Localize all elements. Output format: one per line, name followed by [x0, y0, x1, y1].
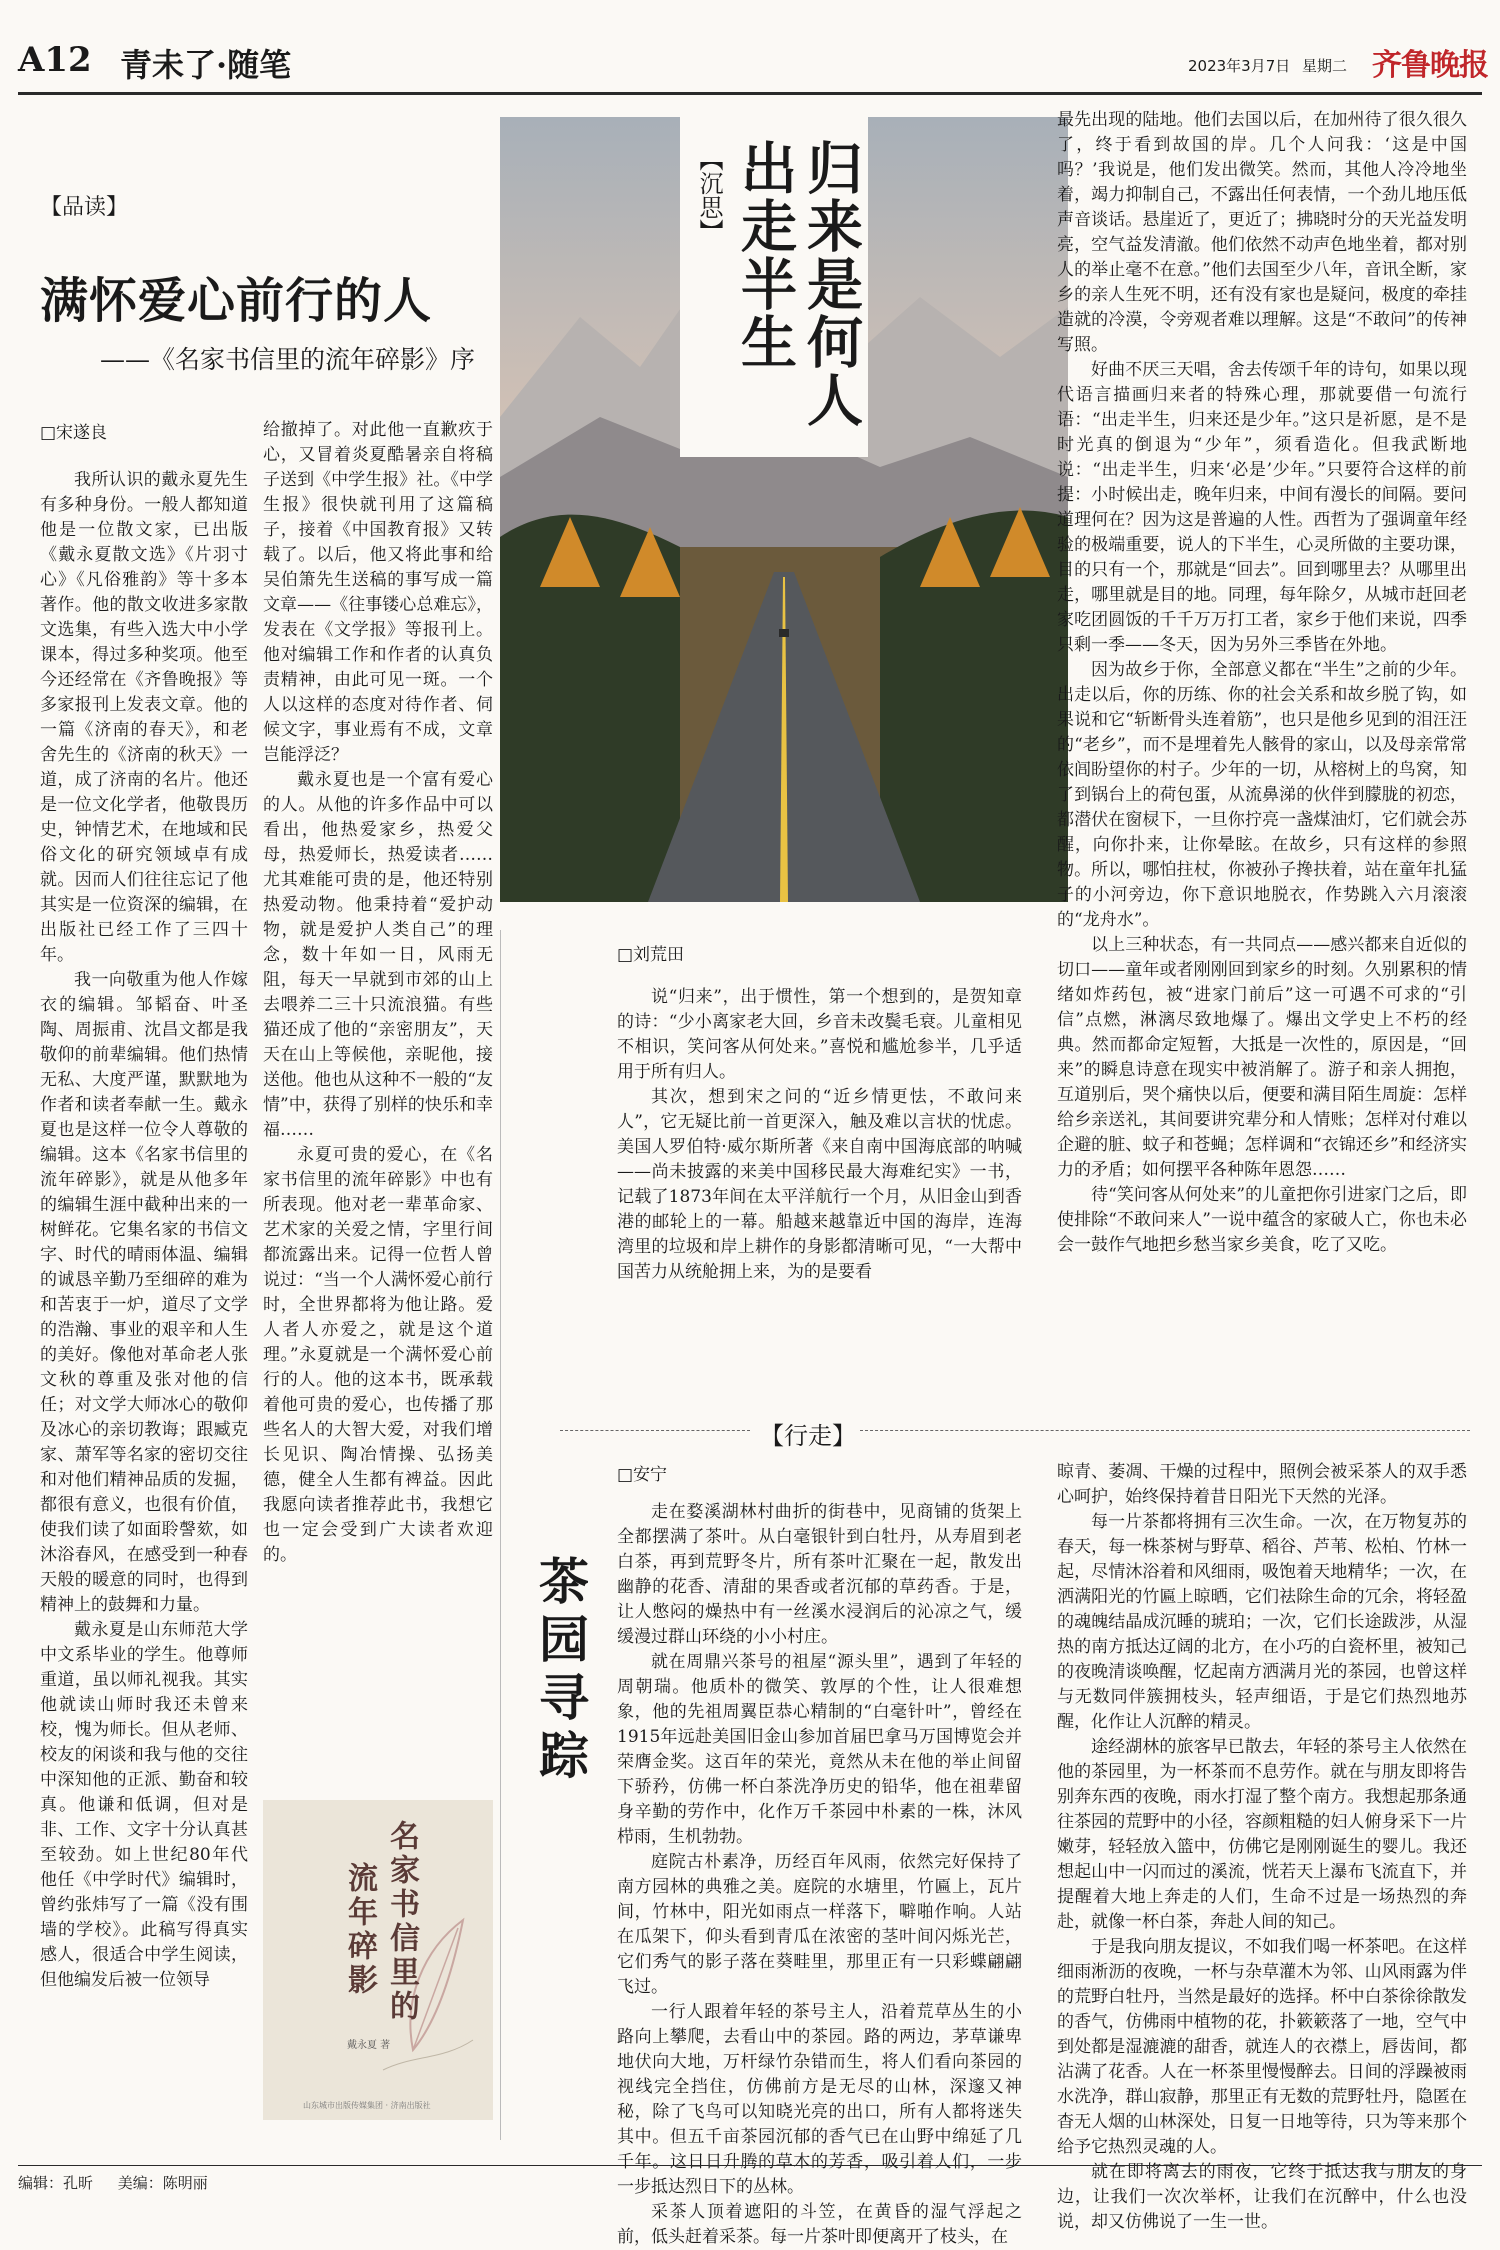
- column-divider: [500, 930, 501, 2140]
- article2-tag: 【沉思】: [695, 147, 723, 243]
- paragraph: 我一向敬重为他人作嫁衣的编辑。邹韬奋、叶圣陶、周振甫、沈昌文都是我敬仰的前辈编辑。他们热情无私、大度严谨，默默地为作者和读者奉献一生。戴永夏也是这样一位令人尊敬的编辑。这本《名家书信里的流年碎影》，就是从他多年的编辑生涯中截种出来的一树鲜花。它集名家的书信文字、时代的晴雨体温、编辑的诚恳辛勤乃至细碎的难为和苦衷于一炉，道尽了文学的浩瀚、事业的艰辛和人生的美好。像他对革命老人张文秋的尊重及张对他的信任；对文学大师冰心的敬仰及冰心的亲切教诲；跟臧克家、萧军等名家的密切交往和对他们精神品质的发掘，都很有意义，也很有价值，使我们读了如面聆謦欬，如沐浴春风，在感受到一种春天般的暖意的同时，也得到精神上的鼓舞和力量。: [40, 970, 248, 1615]
- paragraph: 最先出现的陆地。他们去国以后，在加州待了很久很久了，终于看到故国的岸。几个人问我：‘这是中国吗？’我说是，他们发出微笑。然而，其他人冷冷地坐着，竭力抑制自己，不露出任何表情，一个劲儿地压低声音谈话。悬崖近了，更近了；拂晓时分的天光益发明亮，空气益发清澈。他们依然不动声色地坐着，都对别人的举止毫不在意。”他们去国至少八年，音讯全断，家乡的亲人生死不明，还有没有家也是疑问，极度的牵挂造就的冷漠，令旁观者难以理解。这是“不敢问”的传神写照。: [1057, 110, 1467, 355]
- book-title-line-1: 名家书信里的: [384, 1820, 419, 2024]
- newspaper-logo: 齐鲁晚报: [1372, 48, 1488, 83]
- footer-credits: [18, 2172, 208, 2193]
- article1-tag: 【品读】: [40, 195, 129, 220]
- editor-credit: 编辑：孔昕: [18, 2174, 94, 2192]
- article2-author: □刘荒田: [617, 945, 685, 965]
- article2-title-line-1: 归来是何人: [798, 139, 864, 429]
- section-title: 青未了·随笔: [120, 46, 292, 84]
- paragraph: 途经湖林的旅客早已散去，年轻的茶号主人依然在他的茶园里，为一杯茶而不息劳作。就在与朋友即将告别奔东西的夜晚，雨水打湿了整个南方。我想起那条通往茶园的荒野中的小径，容颜粗糙的妇人俯身采下一片嫩芽，轻轻放入篮中，仿佛它是刚刚诞生的婴儿。我还想起山中一闪而过的溪流，恍若天上瀑布飞流直下，并提醒着大地上奔走的人们，生命不过是一场热烈的奔赴，就像一杯白茶，奔赴人间的知己。: [1057, 1737, 1467, 1932]
- article3-tag: 【行走】: [760, 1422, 856, 1450]
- paragraph: 庭院古朴素净，历经百年风雨，依然完好保持了南方园林的典雅之美。庭院的水塘里，竹匾上，瓦片间，竹林中，阳光如雨点一样落下，噼啪作响。人站在瓜架下，仰头看到青瓜在浓密的茎叶间闪烁光芒，它们秀气的影子落在葵畦里，那里正有一只彩蝶翩翩飞过。: [617, 1852, 1022, 1997]
- header-rule: [18, 92, 1482, 95]
- page-number: A12: [18, 40, 92, 80]
- paragraph: 每一片茶都将拥有三次生命。一次，在万物复苏的春天，每一株茶树与野草、稻谷、芦苇、松柏、竹林一起，尽情沐浴着和风细雨，吸饱着天地精华；一次，在洒满阳光的竹匾上晾晒，它们祛除生命的冗余，将轻盈的魂魄结晶成沉睡的琥珀；一次，它们长途跋涉，从湿热的南方抵达辽阔的北方，在小巧的白瓷杯里，被知己的夜晚清谈唤醒，忆起南方洒满月光的茶园，也曾这样与无数同伴簇拥枝头，轻声细语，于是它们热烈地苏醒，化作让人沉醉的精灵。: [1057, 1512, 1467, 1732]
- paragraph: 给撤掉了。对此他一直歉疚于心，又冒着炎夏酷暑亲自将稿子送到《中学生报》社。《中学生报》很快就刊用了这篇稿子，接着《中国教育报》又转载了。以后，他又将此事和给吴伯箫先生送稿的事写成一篇文章——《往事镂心总难忘》，发表在《文学报》等报刊上。他对编辑工作和作者的认真负责精神，由此可见一斑。一个人以这样的态度对待作者、伺候文字，事业焉有不成，文章岂能浮泛？: [263, 420, 493, 765]
- article2-title-line-2: 出走半生: [732, 139, 798, 371]
- paragraph: 其次，想到宋之问的“近乡情更怯，不敢问来人”，它无疑比前一首更深入，触及难以言状的忧虑。美国人罗伯特·威尔斯所著《来自南中国海底部的呐喊——尚未披露的来美中国移民最大海难纪实》一书，记载了1873年间在太平洋航行一个月，从旧金山到香港的邮轮上的一幕。船越来越靠近中国的海岸，连海湾里的垃圾和岸上耕作的身影都清晰可见，“一大帮中国苦力从统舱拥上来，为的是要看: [617, 1087, 1022, 1282]
- article1-author: □宋遂良: [40, 423, 108, 443]
- section-divider-left: [560, 1430, 750, 1431]
- paragraph: 采茶人顶着遮阳的斗笠，在黄昏的湿气浮起之前，低头赶着采茶。每一片茶叶即便离开了枝头，在: [617, 2202, 1022, 2247]
- paragraph: 于是我向朋友提议，不如我们喝一杯茶吧。在这样细雨淅沥的夜晚，一杯与杂草灌木为邻、山风雨露为伴的荒野白牡丹，当然是最好的选择。杯中白茶徐徐散发的香气，仿佛雨中植物的花，扑簌簌落了一地，空气中到处都是湿漉漉的甜香，就连人的衣襟上，唇齿间，都沾满了花香。人在一杯茶里慢慢醉去。日间的浮躁被雨水洗净，群山寂静，那里正有无数的荒野牡丹，隐匿在杳无人烟的山林深处，日复一日地等待，只为等来那个给予它热烈灵魂的人。: [1057, 1937, 1467, 2157]
- article3-title: 茶园寻踪: [531, 1555, 590, 1787]
- book-title-line-2: 流年碎影: [342, 1862, 377, 1998]
- paragraph: 一行人跟着年轻的茶号主人，沿着荒草丛生的小路向上攀爬，去看山中的茶园。路的两边，茅草谦卑地伏向大地，万杆绿竹杂错而生，将人们看向茶园的视线完全挡住，仿佛前方是无尽的山林，深邃又神秘，除了飞鸟可以知晓光亮的出口，所有人都将迷失其中。但五千亩茶园沉郁的香气已在山野中绵延了几千年。这日日升腾的草木的芳香，吸引着人们，一步一步抵达烈日下的丛林。: [617, 2002, 1022, 2197]
- designer-credit: 美编：陈明丽: [117, 2174, 208, 2192]
- paragraph: 我所认识的戴永夏先生有多种身份。一般人都知道他是一位散文家，已出版《戴永夏散文选》《片羽寸心》《凡俗雅韵》等十多本著作。他的散文收进多家散文选集，有些入选大中小学课本，得过多种奖项。他至今还经常在《齐鲁晚报》等多家报刊上发表文章。他的一篇《济南的春天》，和老舍先生的《济南的秋天》一道，成了济南的名片。他还是一位文化学者，他敬畏历史，钟情艺术，在地域和民俗文化的研究领域卓有成就。因而人们往往忘记了他其实是一位资深的编辑，在出版社已经工作了三四十年。: [40, 470, 248, 965]
- paragraph: 好曲不厌三天唱，舍去传颂千年的诗句，如果以现代语言描画归来者的特殊心理，那就要借一句流行语：“出走半生，归来还是少年。”这只是祈愿，是不是时光真的倒退为“少年”，须看造化。但我武断地说：“出走半生，归来‘必是’少年。”只要符合这样的前提：小时候出走，晚年归来，中间有漫长的间隔。要问道理何在？因为这是普遍的人性。西哲为了强调童年经验的极端重要，说人的下半生，心灵所做的主要功课，目的只有一个，那就是“回去”。回到哪里去？从哪里出走，哪里就是目的地。同理，每年除夕，从城市赶回老家吃团圆饭的千千万万打工者，家乡于他们来说，四季只剩一季——冬天，因为另外三季皆在外地。: [1057, 360, 1467, 655]
- book-cover-image: [263, 1800, 493, 2120]
- article3-column-2: [1057, 1460, 1467, 2232]
- article3-author: □安宁: [617, 1465, 668, 1485]
- article1-column-2: [263, 418, 493, 1786]
- paragraph: 永夏可贵的爱心，在《名家书信里的流年碎影》中也有所表现。他对老一辈革命家、艺术家的关爱之情，字里行间都流露出来。记得一位哲人曾说过：“当一个人满怀爱心前行时，全世界都将为他让路。爱人者人亦爱之，就是这个道理。”永夏就是一个满怀爱心前行的人。他的这本书，既承载着他可贵的爱心，也传播了那些名人的大智大爱，对我们增长见识、陶冶情操、弘扬美德，健全人生都有裨益。因此我愿向读者推荐此书，我想它也一定会受到广大读者欢迎的。: [263, 1145, 493, 1565]
- paragraph: 走在婺溪湖林村曲折的街巷中，见商铺的货架上全都摆满了茶叶。从白毫银针到白牡丹，从寿眉到老白茶，再到荒野冬片，所有茶叶汇聚在一起，散发出幽静的花香、清甜的果香或者沉郁的草药香。于是，让人憋闷的燥热中有一丝溪水浸润后的沁凉之气，缓缓漫过群山环绕的小小村庄。: [617, 1502, 1022, 1647]
- article1-column-1: [40, 468, 248, 2158]
- issue-weekday: 星期二: [1302, 57, 1348, 75]
- book-publisher: 山东城市出版传媒集团 · 济南出版社: [303, 2101, 431, 2110]
- article3-column-1: [617, 1500, 1022, 2247]
- paragraph: 说“归来”，出于惯性，第一个想到的，是贺知章的诗：“少小离家老大回，乡音未改鬓毛衰。儿童相见不相识，笑问客从何处来。”喜悦和尴尬参半，几乎适用于所有归人。: [617, 987, 1022, 1082]
- article2-column-1: [617, 985, 1022, 1390]
- paragraph: 待“笑问客从何处来”的儿童把你引进家门之后，即使排除“不敢问来人”一说中蕴含的家破人亡，你也未必会一鼓作气地把乡愁当家乡美食，吃了又吃。: [1057, 1185, 1467, 1255]
- article1-title: 满怀爱心前行的人: [40, 273, 433, 329]
- paragraph: 戴永夏是山东师范大学中文系毕业的学生。他尊师重道，虽以师礼视我。其实他就读山师时我还未曾来校，愧为师长。但从老师、校友的闲谈和我与他的交往中深知他的正派、勤奋和较真。他谦和低调，但对是非、工作、文字十分认真甚至较劲。如上世纪80年代他任《中学时代》编辑时，曾约张炜写了一篇《没有围墙的学校》。此稿写得真实感人，很适合中学生阅读，但他编发后被一位领导: [40, 1620, 248, 1990]
- paragraph: 晾青、萎凋、干燥的过程中，照例会被采茶人的双手悉心呵护，始终保持着昔日阳光下天然的光泽。: [1057, 1462, 1467, 1507]
- paragraph: 因为故乡于你，全部意义都在“半生”之前的少年。出走以后，你的历练、你的社会关系和故乡脱了钩，如果说和它“斩断骨头连着筋”，也只是他乡见到的泪汪汪的“老乡”，而不是埋着先人骸骨的家山，以及母亲常常依闾盼望你的村子。少年的一切，从榕树上的鸟窝，知了到锅台上的荷包蛋，从流鼻涕的伙伴到朦胧的初恋，都潜伏在窗棂下，一旦你拧亮一盏煤油灯，它们就会苏醒，向你扑来，让你晕眩。在故乡，只有这样的参照物。所以，哪怕拄杖，你被孙子搀扶着，站在童年扎猛子的小河旁边，你下意识地脱衣，作势跳入六月滚滚的“龙舟水”。: [1057, 660, 1467, 930]
- footer-rule: [18, 2165, 1482, 2166]
- issue-date: 2023年3月7日: [1188, 57, 1291, 75]
- paragraph: 就在即将离去的雨夜，它终于抵达我与朋友的身边，让我们一次次举杯，让我们在沉醉中，什么也没说，却又仿佛说了一生一世。: [1057, 2162, 1467, 2232]
- article2-title-card: [680, 117, 868, 457]
- feather-illustration: [263, 1800, 493, 2120]
- article1-subtitle: ——《名家书信里的流年碎影》序: [100, 345, 476, 374]
- paragraph: 就在周鼎兴茶号的祖屋“源头里”，遇到了年轻的周朝瑞。他质朴的微笑、敦厚的个性，让人很难想象，他的先祖周翼臣恭心精制的“白毫针叶”，曾经在1915年远赴美国旧金山参加首届巴拿马万国博览会并荣膺金奖。这百年的荣光，竟然从未在他的举止间留下骄矜，仿佛一杯白茶洗净历史的铅华，他在祖辈留身辛勤的劳作中，化作万千茶园中朴素的一株，沐风栉雨，生机勃勃。: [617, 1652, 1022, 1847]
- section-divider-right: [860, 1430, 1470, 1431]
- article2-column-2: [1057, 108, 1467, 1628]
- paragraph: 以上三种状态，有一共同点——感兴都来自近似的切口——童年或者刚刚回到家乡的时刻。久别累积的情绪如炸药包，被“进家门前后”这一可遇不可求的“引信”点燃，淋漓尽致地爆了。爆出文学史上不朽的经典。然而都命定短暂，大抵是一次性的，原因是，“回来”的瞬息诗意在现实中被消解了。游子和亲人拥抱，互道别后，哭个痛快以后，便要和满目陌生周旋：怎样给乡亲送礼，其间要讲究辈分和人情账；怎样对付难以企避的脏、蚊子和苍蝇；怎样调和“衣锦还乡”和经济实力的矛盾；如何摆平各种陈年恩怨……: [1057, 935, 1467, 1180]
- book-author: 戴永夏 著: [347, 2040, 391, 2051]
- paragraph: 戴永夏也是一个富有爱心的人。从他的许多作品中可以看出，他热爱家乡，热爱父母，热爱师长，热爱读者……尤其难能可贵的是，他还特别热爱动物。他秉持着“爱护动物，就是爱护人类自己”的理念，数十年如一日，风雨无阻，每天一早就到市郊的山上去喂养二三十只流浪猫。有些猫还成了他的“亲密朋友”，天天在山上等候他，亲昵他，接送他。他也从这种不一般的“友情”中，获得了别样的快乐和幸福……: [263, 770, 493, 1140]
